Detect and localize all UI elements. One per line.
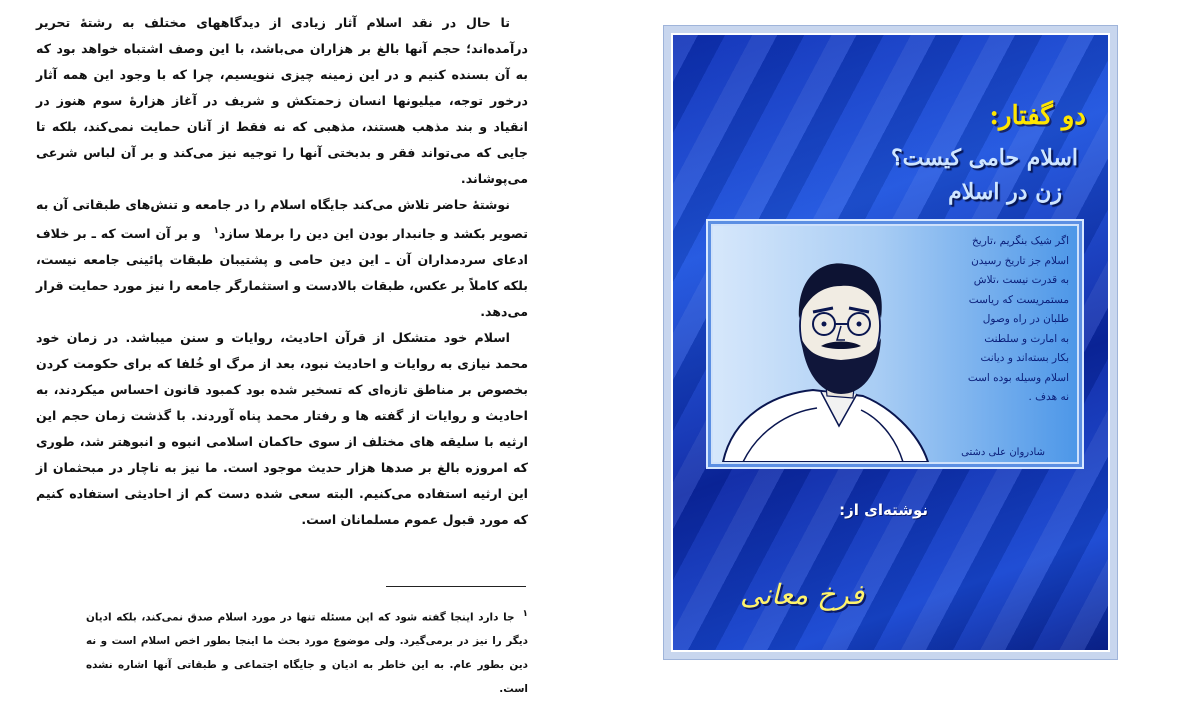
quote-line: به امارت و سلطنت [984, 332, 1069, 345]
footnote-reference: ۱ [213, 226, 220, 236]
quote-line: مستمریست که ریاست [968, 293, 1069, 306]
cover-subtitle-2: زن در اسلام [948, 179, 1062, 205]
cover-quote [911, 232, 1069, 408]
book-cover [673, 35, 1108, 650]
quote-line: بکار بسته‌اند و دیانت [980, 352, 1069, 364]
text-page [36, 10, 528, 696]
cover-title: دو گفتار: [989, 101, 1086, 131]
footnote-text: جا دارد اینجا گفته شود که این مسئله تنها در مورد اسلام صدق نمی‌کند، بلکه ادیان دیگر را نیز در برمی‌گیرد. ولی موضوع مورد بحث ما اینجا بطور اخص اسلام است و نه دین بطور عام. به این خاطر به ادیان و جایگاه اجتماعی و طبقاتی آنها اشاره نشده است. [86, 611, 528, 696]
footnote [86, 602, 528, 701]
author-name: فرخ معانی [740, 578, 864, 611]
book-cover-frame [664, 26, 1117, 659]
quote-line: اسلام جز تاریخ رسیدن [971, 254, 1069, 267]
paragraph-2 [36, 192, 528, 325]
portrait-panel [711, 224, 1079, 464]
quote-author: شادروان علی دشتی [961, 447, 1045, 458]
footnote-divider [386, 586, 526, 587]
quote-line: اسلام وسیله بوده است [967, 371, 1069, 384]
paragraph-1: تا حال در نقد اسلام آثار زیادی از دیدگاههای مختلف به رشتهٔ تحریر درآمده‌اند؛ حجم آنها بالغ بر هزاران می‌باشد، با این وصف اشتباه خواهد بود که به آن بسنده کنیم و در این زمینه چیزی ننویسیم، چرا که با وجود این همه آثار درخور توجه، میلیونها انسان زحمتکش و شریف در آغاز هزارهٔ سوم هنوز در انقیاد و بند مذهب هستند، مذهبی که نه فقط از آنان حمایت نمی‌کند، بلکه تا جایی که می‌تواند فقر و بدبختی آنها را توجیه نیز می‌کند و بر آن لباس شرعی می‌پوشاند. [36, 15, 528, 186]
quote-line: طلبان در راه وصول [982, 313, 1069, 325]
paragraph-2-part-2: و بر آن است که ـ بر خلاف ادعای سردمداران آن ـ این دین حامی و پشتیبان طبقات پائینی جامعه نیست، بلکه کاملاً بر عکس، طبقات بالادست و استثمارگر جامعه را نیز مورد حمایت قرار می‌دهد. [36, 226, 528, 320]
footnote-marker: ۱ [522, 609, 528, 619]
paragraph-2-part-1: نوشتهٔ حاضر تلاش می‌کند جایگاه اسلام را در جامعه و تنش‌های طبقاتی آن به تصویر بکشد و جانبدار بودن این دین را برملا سازد [36, 197, 528, 242]
quote-line: به قدرت نیست ،تلاش [973, 274, 1069, 286]
by-label: نوشته‌ای از: [839, 501, 928, 519]
paragraph-3: اسلام خود متشکل از قرآن احادیث، روایات و سنن میباشد. در زمان خود محمد نیازی به روایات و احادیث نبود، بعد از مرگ او خُلفا که برای حکومت کردن بخصوص بر مناطق تازه‌ای که تسخیر شده بود کمبود قانون احساس میکردند، به احادیث و روایات از گفته ها و رفتار محمد پناه آوردند. با گذشت زمان حجم این ارثیه با سلیقه های مختلف از سوی حاکمان اسلامی انبوه و انبوهتر شد، طوری که امروزه بالغ بر صدها هزار حدیث موجود است. ما نیز به ناچار در مبحثمان از این ارثیه استفاده می‌کنیم. البته سعی شده دست کم از احادیثی استفاده کنیم که مورد قبول عموم مسلمانان است. [36, 330, 528, 528]
cover-subtitle-1: اسلام حامی کیست؟ [890, 145, 1078, 171]
quote-line: اگر شیک بنگریم ،تاریخ [972, 235, 1069, 247]
quote-line: نه هدف . [1028, 391, 1069, 403]
